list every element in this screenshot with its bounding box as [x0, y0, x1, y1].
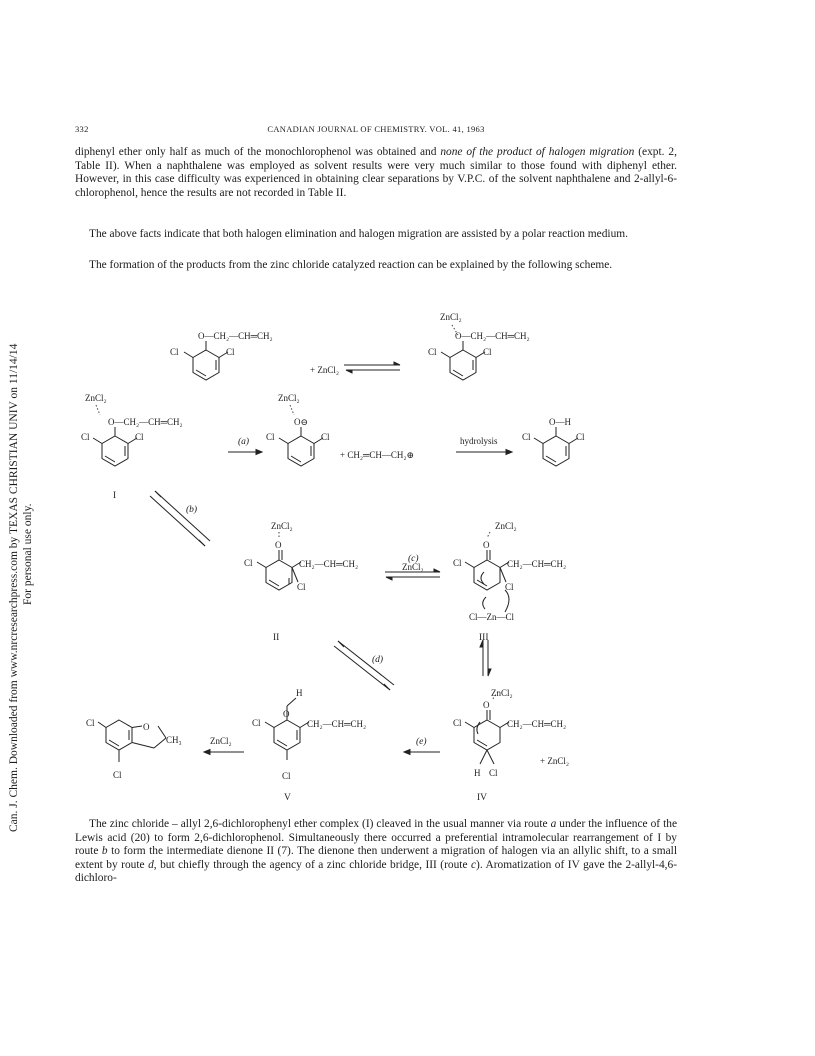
- route-a-label: (a): [238, 437, 250, 447]
- zncl2-label: ZnCl₂: [495, 521, 517, 531]
- ch3-label: CH₃: [166, 735, 182, 745]
- running-head: [75, 124, 677, 138]
- oxygen-label: O: [483, 540, 490, 550]
- p4-text-b: under the influence of the Lewis acid (20) to form 2,6-dichlorophenol. Simultaneously there occurred a preferential intramolecular rearrangement of I by route: [75, 818, 677, 858]
- allyl-chain-label: CH₂—CH═CH₂: [299, 559, 359, 569]
- ether-chain-label: O—CH₂—CH═CH₂: [198, 331, 273, 341]
- cl-label: Cl: [522, 432, 531, 442]
- zncl2-label: ZnCl₂: [491, 688, 513, 698]
- p4-text-d: , but chiefly through the agency of a zinc chloride bridge, III (route: [153, 858, 471, 871]
- allyl-cation-label: + CH₂═CH—CH₂⊕: [340, 450, 415, 460]
- p4-text-e: ). Aromatization of IV gave the 2-allyl-4,6-dichloro-: [75, 858, 677, 885]
- watermark-line-2: For personal use only.: [22, 503, 34, 605]
- route-c-label: (c): [408, 554, 419, 564]
- compound-label-IV: IV: [477, 793, 488, 803]
- p1-text-b: (expt. 2, Table II). When a naphthalene was employed as solvent results were very much similar to those found with diphenyl ether. However, in this case difficulty was experienced in obtaining clear separations by V.P.C. of the solvent naphthalene and 2-allyl-6-chlorophenol, hence the results are not recorded in Table II.: [75, 146, 677, 199]
- watermark-line-1: Can. J. Chem. Downloaded from www.nrcresearchpress.com by TEXAS CHRISTIAN UNIV on 11/14/14: [8, 343, 20, 832]
- page-number: 332: [75, 124, 89, 134]
- zncl2-label: ZnCl₂: [278, 393, 300, 403]
- compound-label-III: III: [479, 633, 489, 643]
- cl-label: Cl: [576, 432, 585, 442]
- cl-label: Cl: [244, 558, 253, 568]
- p4-route-b: b: [101, 845, 108, 858]
- p4-text-c: to form the intermediate dienone II (7). The dienone then underwent a migration of halogen via an allylic shift, to a small extent by route: [75, 845, 677, 871]
- cl-label: Cl: [483, 347, 492, 357]
- zncl2-label: ZnCl₂: [85, 393, 107, 403]
- cl-label: Cl: [266, 432, 275, 442]
- route-e-label: (e): [416, 737, 427, 747]
- compound-label-I: I: [113, 491, 117, 501]
- p4-route-d: d: [148, 858, 154, 871]
- reaction-scheme: [0, 300, 815, 810]
- p1-emphasis: none of the product of halogen migration: [440, 146, 635, 158]
- cl-label: Cl: [453, 558, 462, 568]
- cl-label: Cl: [252, 718, 261, 728]
- paragraph-2: The above facts indicate that both halogen elimination and halogen migration are assisted by a polar reaction medium.: [89, 228, 628, 240]
- oxygen-label: O: [283, 709, 290, 719]
- allyl-chain-label: CH₂—CH═CH₂: [307, 719, 367, 729]
- phenol-oh-label: O—H: [549, 417, 571, 427]
- p4-route-c: c: [470, 858, 477, 871]
- oxygen-label: O: [483, 700, 490, 710]
- cl-label: Cl: [113, 770, 122, 780]
- plus-zncl2-label: + ZnCl₂: [310, 365, 339, 375]
- oxy-anion-label: O⊖: [294, 417, 309, 427]
- cl-label: Cl: [81, 432, 90, 442]
- cl-label: Cl: [453, 718, 462, 728]
- compound-label-V: V: [284, 793, 291, 803]
- allyl-chain-label: CH₂—CH═CH₂: [507, 559, 567, 569]
- cl-label: Cl: [297, 582, 306, 592]
- zncl2-label: ZnCl₂: [402, 562, 424, 572]
- zncl2-label: ZnCl₂: [271, 521, 293, 531]
- zinc-bridge-label: Cl—Zn—Cl: [469, 612, 515, 622]
- h-label: H: [474, 768, 481, 778]
- journal-title: CANADIAN JOURNAL OF CHEMISTRY. VOL. 41, 1963: [267, 124, 485, 134]
- paragraph-4: [75, 818, 677, 886]
- paragraph-1: [75, 146, 677, 200]
- hydrolysis-label: hydrolysis: [460, 436, 498, 446]
- cl-label: Cl: [428, 347, 437, 357]
- cl-label: Cl: [505, 582, 514, 592]
- p4-text-a: The zinc chloride – allyl 2,6-dichlorophenyl ether complex (I) cleaved in the usual manner via route: [89, 818, 551, 830]
- cl-label: Cl: [135, 432, 144, 442]
- route-b-label: (b): [186, 505, 198, 515]
- route-d-label: (d): [372, 655, 384, 665]
- cl-label: Cl: [489, 768, 498, 778]
- ether-chain-label: O—CH₂—CH═CH₂: [108, 417, 183, 427]
- h-label: H: [296, 688, 303, 698]
- zncl2-label: ZnCl₂: [210, 736, 232, 746]
- zncl2-label: ZnCl₂: [440, 312, 462, 322]
- allyl-chain-label: CH₂—CH═CH₂: [507, 719, 567, 729]
- oxygen-label: O: [275, 540, 282, 550]
- oxygen-label: O: [143, 722, 150, 732]
- plus-zncl2-label: + ZnCl₂: [540, 756, 569, 766]
- ether-chain-label: O—CH₂—CH═CH₂: [455, 331, 530, 341]
- paragraph-3: The formation of the products from the zinc chloride catalyzed reaction can be explained by the following scheme.: [89, 259, 613, 271]
- cl-label: Cl: [321, 432, 330, 442]
- cl-label: Cl: [226, 347, 235, 357]
- p1-text-a: diphenyl ether only half as much of the monochlorophenol was obtained and: [75, 146, 441, 158]
- compound-label-II: II: [273, 633, 280, 643]
- cl-label: Cl: [282, 771, 291, 781]
- cl-label: Cl: [86, 718, 95, 728]
- p4-route-a: a: [550, 818, 557, 830]
- cl-label: Cl: [170, 347, 179, 357]
